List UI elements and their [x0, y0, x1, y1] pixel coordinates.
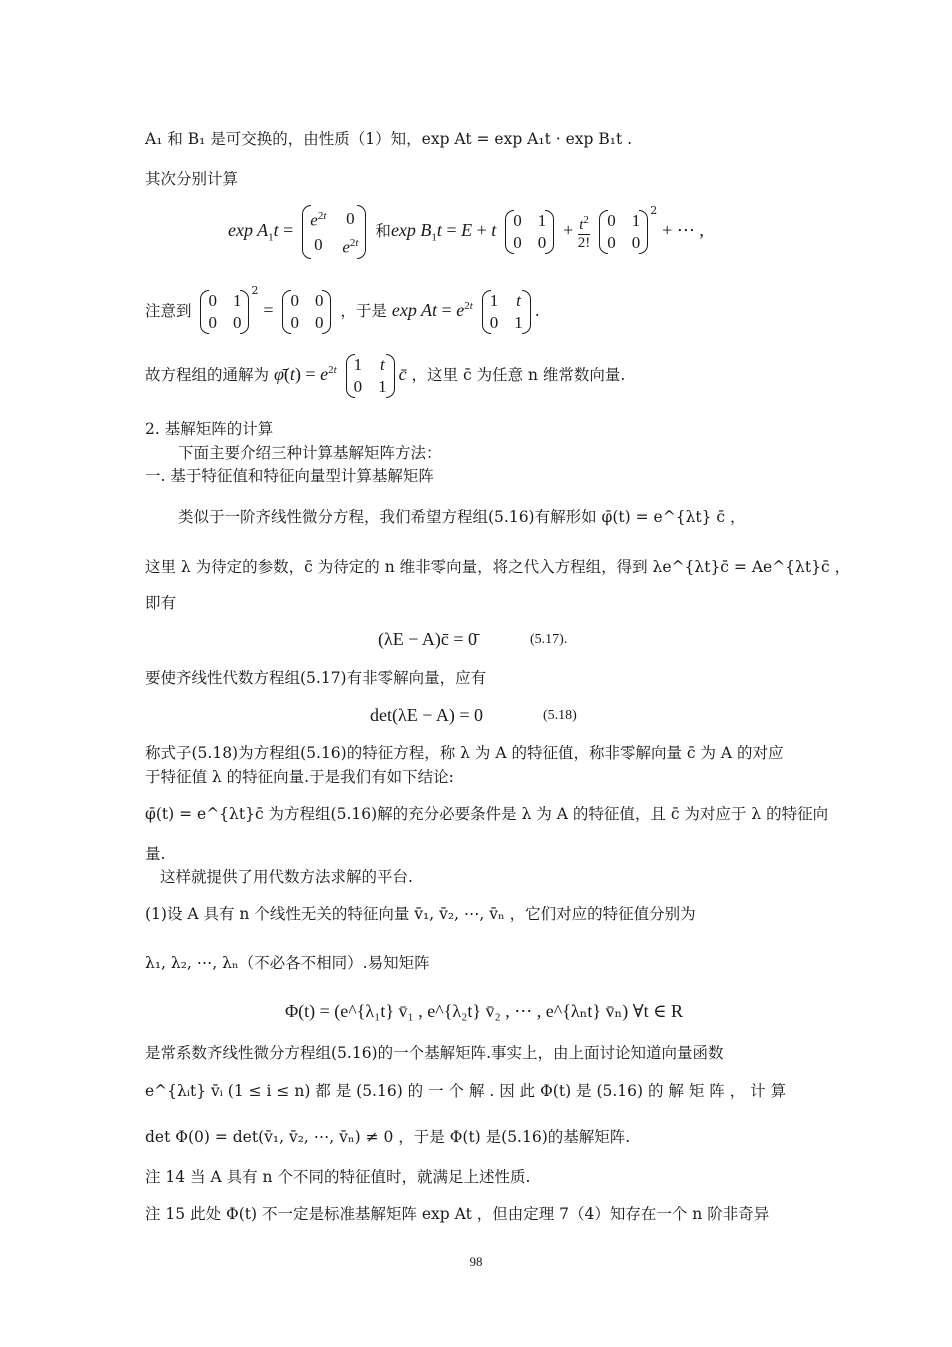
- equation-fundamental-matrix: Φ(t) = (e^{λ₁t} v̄₁ , e^{λ₂t} v̄₂ , ⋯ , e^{λₙt} v̄ₙ) ∀t ∈ R: [285, 1001, 683, 1021]
- label-thus: ，于是: [340, 302, 387, 320]
- equation-tag-5-17: (5.17).: [530, 632, 568, 647]
- note-15: 注 15 此处 Φ(t) 不一定是标准基解矩阵 exp At ，但由定理 7（4）知存在一个 n 阶非奇异: [145, 1205, 770, 1223]
- equation-5-18: det(λE − A) = 0: [370, 705, 484, 725]
- text-line-14: 于特征值 λ 的特征向量.于是我们有如下结论:: [145, 768, 454, 786]
- text-line-intro: 下面主要介绍三种计算基解矩阵方法：: [178, 444, 442, 462]
- equation-5-17: (λE − A)c̄ = 0̄: [378, 629, 478, 649]
- text-line-10: 这里 λ 为待定的参数，c̄ 为待定的 n 维非零向量，将之代入方程组，得到 λe^{λt}c̄ = Ae^{λt}c̄ ，: [145, 558, 851, 576]
- formula-expA1-expB1: $\exp A_1t$ = $e^{2t}$ 0 0 $e^{2t}$ 和$\exp B_1t = E + t$ 0 1 0 0 + $t^2$ 2! 0 1 0 0 $^2$ + ⋯ ,: [228, 204, 704, 257]
- text-line-17: 这样就提供了用代数方法求解的平台.: [160, 868, 413, 886]
- text-line-16: 量.: [145, 845, 166, 863]
- text-line-15: φ̄(t) = e^{λt}c̄ 为方程组(5.16)解的充分必要条件是 λ 为 A 的特征值，且 c̄ 为对应于 λ 的特征向: [145, 805, 829, 823]
- text-line-2: 其次分别计算: [145, 170, 239, 188]
- text-line-12: 要使齐线性代数方程组(5.17)有非零解向量，应有: [145, 669, 487, 687]
- matrix-expA1: $e^{2t}$ 0 0 $e^{2t}$: [302, 205, 366, 258]
- page-number: 98: [469, 1254, 483, 1269]
- matrix-solution: 1 t 0 1: [346, 354, 395, 398]
- text-line-22: det Φ(0) = det(v̄₁, v̄₂, ⋯, v̄ₙ) ≠ 0 ，于是 Φ(t) 是(5.16)的基解矩阵.: [145, 1128, 631, 1146]
- label-and: 和: [375, 222, 391, 240]
- formula-general-solution: 故方程组的通解为 φ̄(t) = $e^{2t}$ 1 t 0 1 c̄ ，这里 c̄ 为任意 n 维常数向量.: [145, 355, 626, 396]
- label-where-c: ，这里 c̄ 为任意 n 维常数向量.: [411, 366, 626, 384]
- matrix-nilpotent-2: 0 1 0 0: [599, 210, 648, 254]
- text-line-21: e^{λᵢt} v̄ᵢ (1 ≤ i ≤ n) 都 是 (5.16) 的 一 个 解 . 因 此 Φ(t) 是 (5.16) 的 解 矩 阵 ， 计 算: [145, 1082, 787, 1100]
- text-line-13: 称式子(5.18)为方程组(5.16)的特征方程，称 λ 为 A 的特征值，称非零解向量 c̄ 为 A 的对应: [145, 744, 784, 762]
- matrix-zero: 0 0 0 0: [282, 290, 331, 334]
- label-note-to: 注意到: [145, 302, 192, 320]
- label-general-solution: 故方程组的通解为: [145, 366, 270, 384]
- text-line-20: 是常系数齐线性微分方程组(5.16)的一个基解矩阵.事实上，由上面讨论知道向量函数: [145, 1044, 724, 1062]
- equation-tag-5-18: (5.18): [543, 708, 577, 723]
- text-line-19: λ₁, λ₂, ⋯, λₙ（不必各不相同）.易知矩阵: [145, 954, 430, 972]
- text-line-18: (1)设 A 具有 n 个线性无关的特征向量 v̄₁, v̄₂, ⋯, v̄ₙ ，它们对应的特征值分别为: [145, 905, 696, 923]
- section-heading-2: 2. 基解矩阵的计算: [145, 420, 274, 438]
- matrix-nilpotent: 0 1 0 0: [505, 210, 554, 254]
- text-line-11: 即有: [145, 594, 177, 612]
- matrix-square-left: 0 1 0 0: [200, 290, 249, 334]
- text-line-1: A₁ 和 B₁ 是可交换的，由性质（1）知，exp At = exp A₁t · exp B₁t .: [145, 130, 633, 148]
- formula-note: 注意到 0 1 0 0 $^2$ = 0 0 0 0 ，于是 $\exp At = e^{2t}$ 1 t 0 1 .: [145, 284, 540, 332]
- text-line-9: 类似于一阶齐线性微分方程，我们希望方程组(5.16)有解形如 φ̄(t) = e^{λt} c̄ ，: [178, 508, 746, 526]
- matrix-result: 1 t 0 1: [482, 290, 531, 334]
- note-14: 注 14 当 A 具有 n 个不同的特征值时，就满足上述性质.: [145, 1168, 531, 1186]
- subsection-heading-1: 一. 基于特征值和特征向量型计算基解矩阵: [145, 467, 434, 485]
